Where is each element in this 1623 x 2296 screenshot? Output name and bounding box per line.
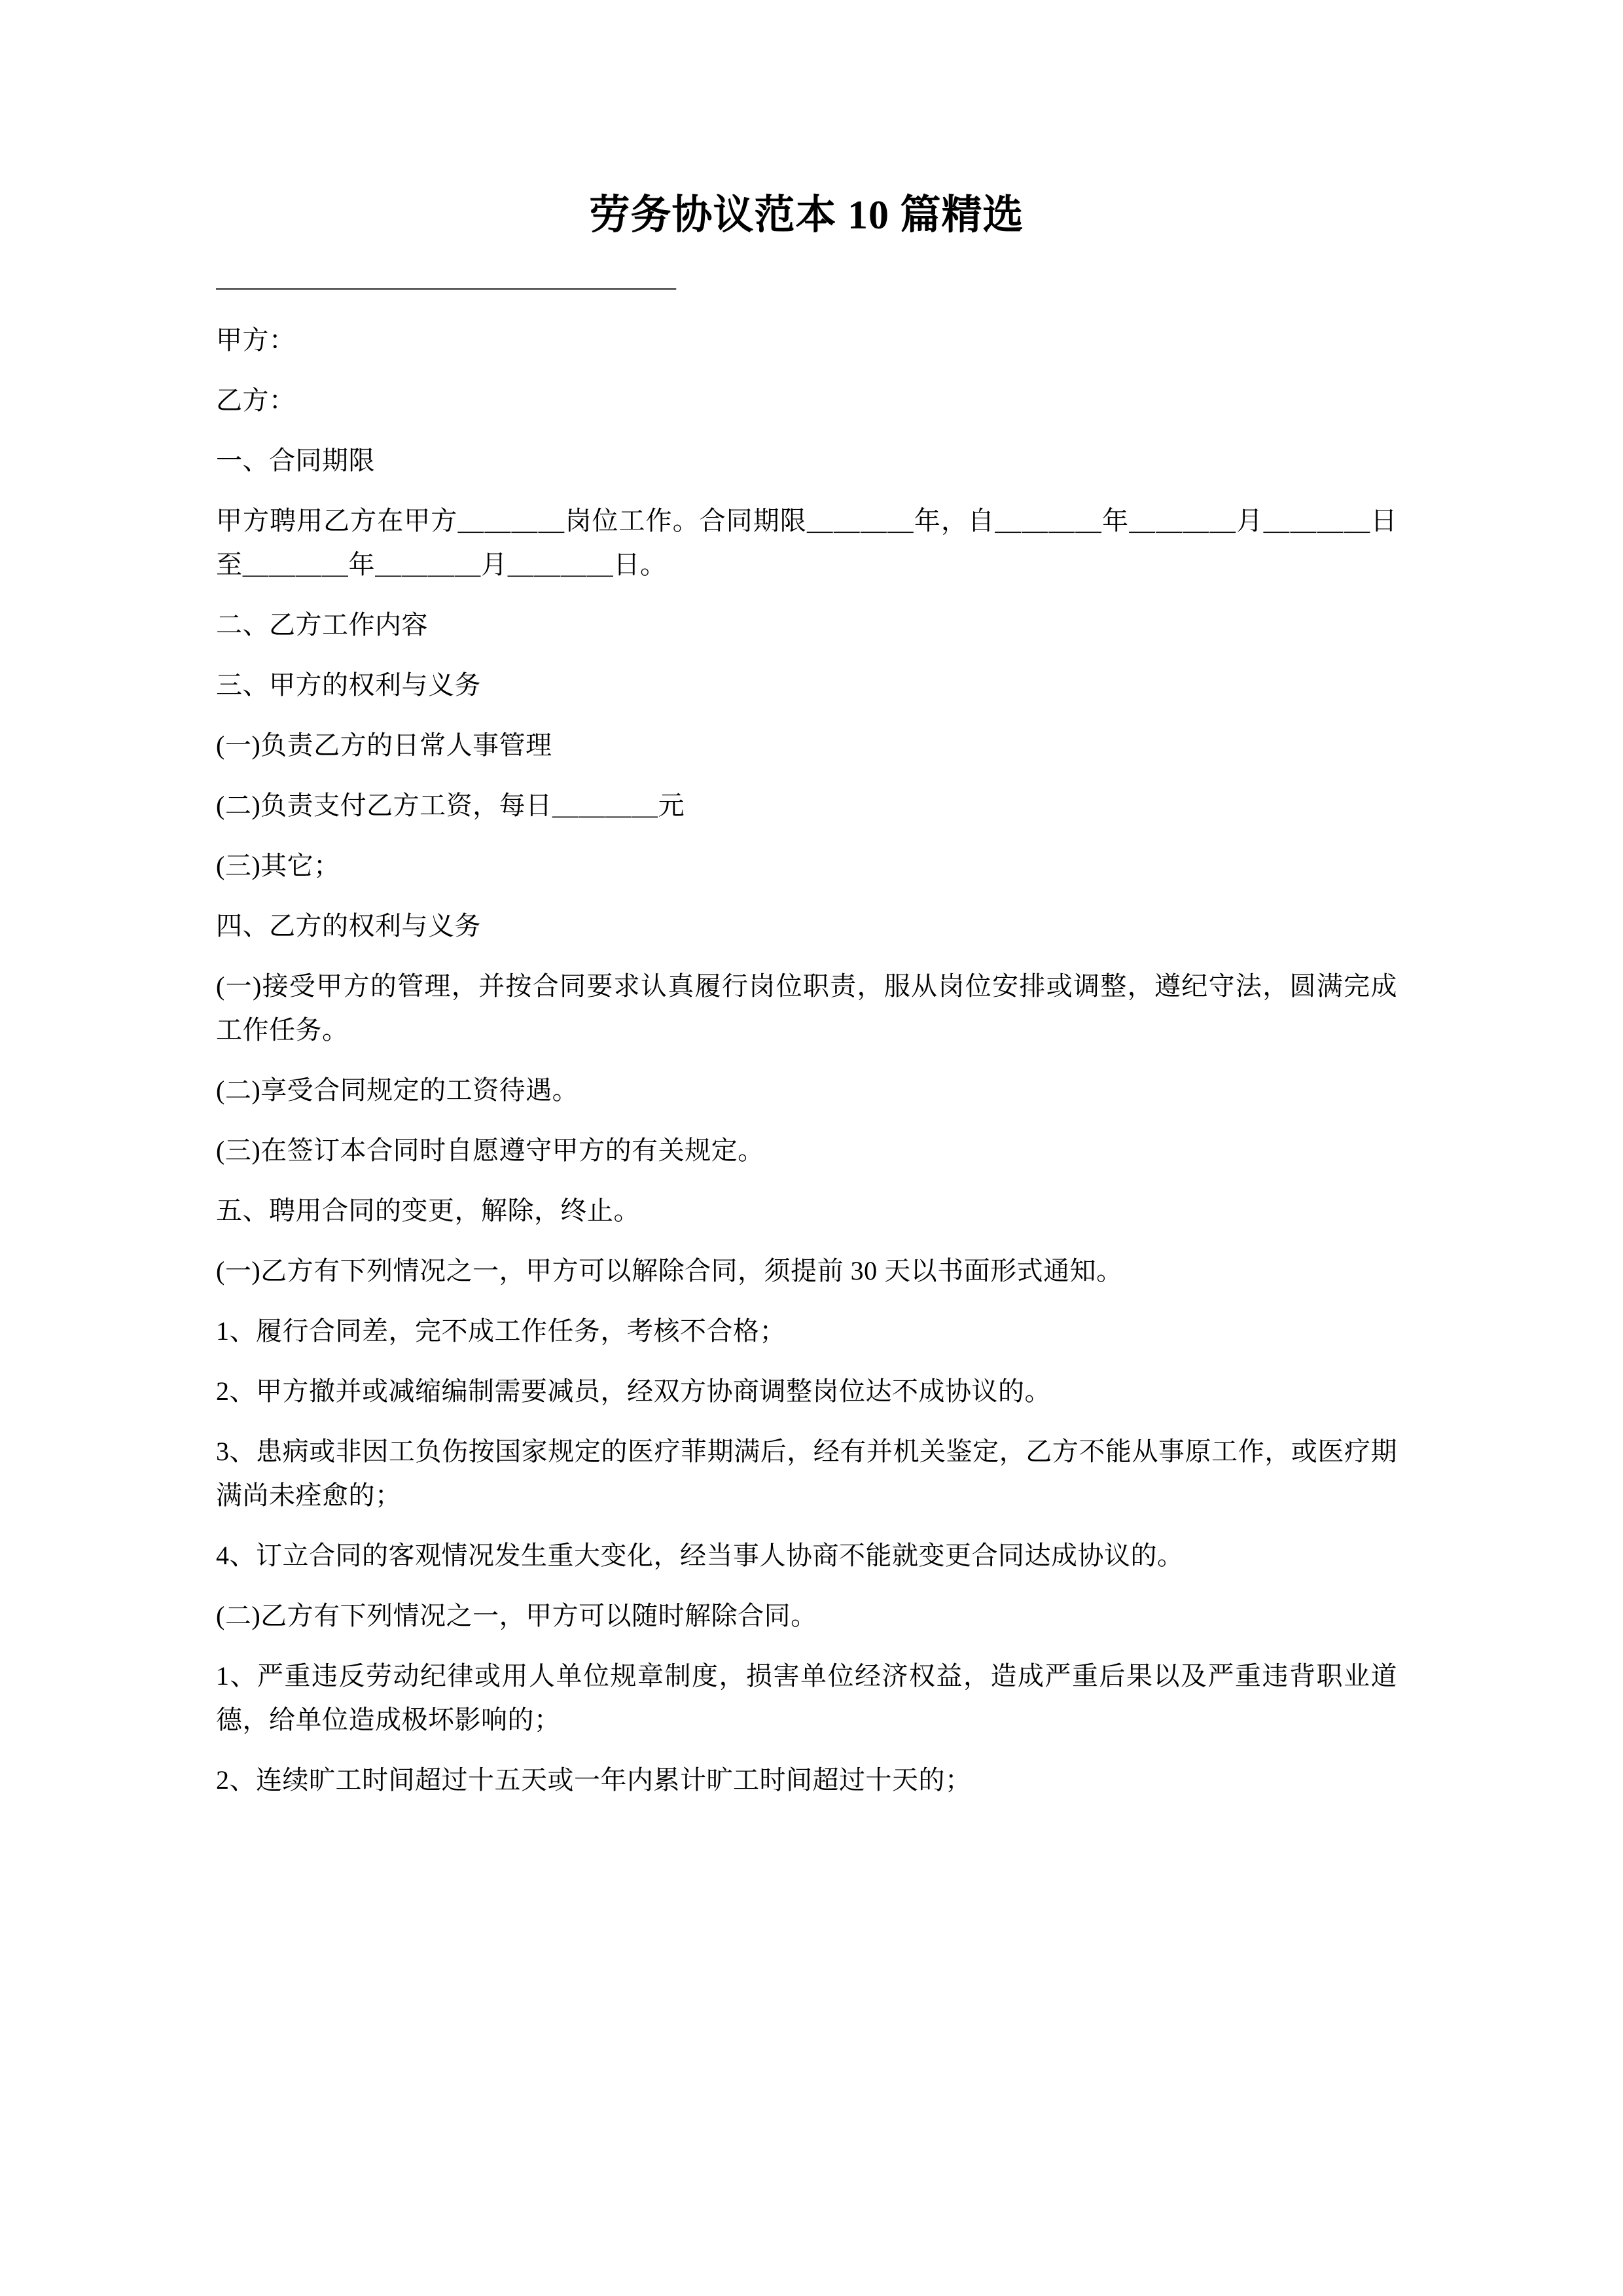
- paragraph-section-4-item-2: (二)享受合同规定的工资待遇。: [216, 1075, 579, 1105]
- paragraph-section-5-item-2: (二)乙方有下列情况之一，甲方可以随时解除合同。: [216, 1601, 817, 1631]
- paragraph-section-5-item-1-sub-1: 1、履行合同差，完不成工作任务，考核不合格；: [216, 1316, 786, 1346]
- paragraph-section-1-body: 甲方聘用乙方在甲方＿＿＿＿岗位工作。合同期限＿＿＿＿年，自＿＿＿＿年＿＿＿＿月＿＿＿＿日至＿＿＿＿年＿＿＿＿月＿＿＿＿日。: [216, 506, 1397, 580]
- paragraph-section-4-item-3: (三)在签订本合同时自愿遵守甲方的有关规定。: [216, 1136, 764, 1166]
- paragraph-section-5-item-2-sub-1: 1、严重违反劳动纪律或用人单位规章制度，损害单位经济权益，造成严重后果以及严重违背职业道德，给单位造成极坏影响的；: [216, 1661, 1397, 1735]
- paragraph-section-5-item-1-sub-4: 4、订立合同的客观情况发生重大变化，经当事人协商不能就变更合同达成协议的。: [216, 1541, 1184, 1571]
- paragraph-party-b: 乙方：: [216, 386, 296, 416]
- document-body: [216, 304, 1397, 1802]
- page-title: 劳务协议范本 10 篇精选: [589, 193, 1024, 238]
- heading-section-2: 二、乙方工作内容: [216, 610, 428, 640]
- paragraph-party-a: 甲方：: [216, 325, 296, 355]
- paragraph-section-3-item-3: (三)其它；: [216, 851, 340, 881]
- heading-section-4: 四、乙方的权利与义务: [216, 911, 481, 941]
- paragraph-section-5-item-2-sub-2: 2、连续旷工时间超过十五天或一年内累计旷工时间超过十天的；: [216, 1765, 972, 1795]
- paragraph-section-3-item-2: (二)负责支付乙方工资，每日＿＿＿＿元: [216, 791, 685, 821]
- document-content: [216, 0, 1397, 1818]
- paragraph-section-3-item-1: (一)负责乙方的日常人事管理: [216, 730, 552, 761]
- paragraph-section-5-item-1-sub-3: 3、患病或非因工负伤按国家规定的医疗菲期满后，经有并机关鉴定，乙方不能从事原工作，或医疗期满尚未痊愈的；: [216, 1437, 1397, 1511]
- heading-section-5: 五、聘用合同的变更，解除，终止。: [216, 1196, 640, 1226]
- heading-section-1: 一、合同期限: [216, 446, 375, 476]
- heading-section-3: 三、甲方的权利与义务: [216, 670, 481, 700]
- title-separator-rule: ——————————————————: [216, 272, 675, 302]
- paragraph-section-5-item-1: (一)乙方有下列情况之一，甲方可以解除合同，须提前 30 天以书面形式通知。: [216, 1256, 1123, 1286]
- paragraph-section-4-item-1: (一)接受甲方的管理，并按合同要求认真履行岗位职责，服从岗位安排或调整，遵纪守法，圆满完成工作任务。: [216, 971, 1397, 1045]
- paragraph-section-5-item-1-sub-2: 2、甲方撤并或减缩编制需要减员，经双方协商调整岗位达不成协议的。: [216, 1376, 1051, 1407]
